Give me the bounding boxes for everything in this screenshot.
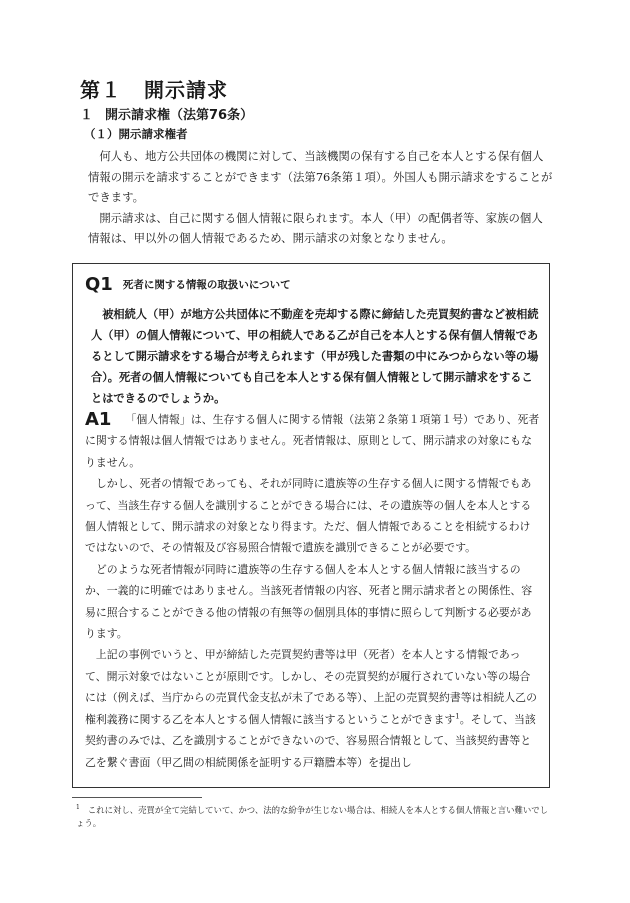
chapter-heading bbox=[80, 74, 228, 103]
question-title: 死者に関する情報の取扱いについて bbox=[122, 279, 291, 291]
answer bbox=[85, 409, 541, 773]
question-text: 被相続人（甲）が地方公共団体に不動産を売却する際に締結した売買契約書など被相続人（甲）の個人情報について、甲の相続人である乙が自己を本人とする保有個人情報であるとして開示請求をする場合が考えられます（甲が残した書類の中にみつからない等の場合）。死者の個人情報についても自己を本人とする保有個人情報として開示請求をすることはできるのでしょうか。 bbox=[91, 308, 539, 405]
answer-paragraph bbox=[85, 409, 541, 473]
answer-label: A1 bbox=[85, 409, 112, 430]
question-header bbox=[85, 274, 291, 295]
section-title: 開示請求権（法第76条） bbox=[105, 108, 254, 123]
footnote-marker: 1 bbox=[76, 804, 80, 812]
intro-paragraph: 開示請求は、自己に関する個人情報に限られます。本人（甲）の配偶者等、家族の個人情報は、甲以外の個人情報であるため、開示請求の対象となりません。 bbox=[88, 210, 543, 245]
chapter-title: 開示請求 bbox=[144, 78, 228, 102]
subsection-heading: （１）開示請求権者 bbox=[84, 127, 188, 141]
answer-paragraph: どのような死者情報が同時に遺族等の生存する個人を本人とする個人情報に該当するのか、一義的に明確ではありません。当該死者情報の内容、死者と開示請求者との関係性、容易に照合することができる他の情報の有無等の個別具体的事情に照らして判断する必要があります。 bbox=[85, 562, 533, 641]
question-label: Q1 bbox=[85, 274, 113, 295]
footnote-reference[interactable]: 1 bbox=[455, 712, 460, 721]
answer-paragraph bbox=[85, 644, 541, 772]
section-heading bbox=[80, 104, 253, 123]
answer-paragraph: しかし、死者の情報であっても、それが同時に遺族等の生存する個人に関する情報でもあって、当該生存する個人を識別することができる場合には、その遺族等の個人を本人とする個人情報として、開示請求の対象となり得ます。ただ、個人情報であることを相続するわけではないので、その情報及び容易照合情報で遺族を識別できることが必要です。 bbox=[85, 477, 532, 555]
answer-paragraph-text: 。そして、当該契約書のみでは、乙を識別することができないので、容易照合情報として、当該契約書等と乙を繋ぐ書面（甲乙間の相続関係を証明する戸籍謄本等）を提出し bbox=[85, 712, 536, 769]
answer-paragraph-text: 「個人情報」は、生存する個人に関する情報（法第２条第１項第１号）であり、死者に関する情報は個人情報ではありません。死者情報は、原則として、開示請求の対象にもなりません。 bbox=[85, 413, 540, 469]
answer-paragraph-text: 上記の事例でいうと、甲が締結した売買契約書等は甲（死者）を本人とする情報であって、開示対象ではないことが原則です。しかし、その売買契約が履行されていない等の場合には（例えば、当庁からの売買代金支払が未了である等）、上記の売買契約書等は相続人乙の権利義務に関する乙を本人とする個人情報に該当するということができます bbox=[85, 648, 537, 726]
intro-paragraph: 何人も、地方公共団体の機関に対して、当該機関の保有する自己を本人とする保有個人情報の開示を請求することができます（法第76条第１項）。外国人も開示請求をすることができます。 bbox=[88, 149, 553, 204]
footnote-divider bbox=[72, 797, 202, 798]
section-number: １ bbox=[80, 108, 94, 123]
chapter-number: 第１ bbox=[80, 78, 122, 102]
footnote bbox=[76, 804, 550, 830]
intro-text bbox=[88, 146, 553, 249]
footnote-text: これに対し、売買が全て完結していて、かつ、法的な紛争が生じない場合は、相続人を本人とする個人情報と言い難いでしょう。 bbox=[76, 805, 548, 828]
qa-box bbox=[72, 263, 550, 788]
